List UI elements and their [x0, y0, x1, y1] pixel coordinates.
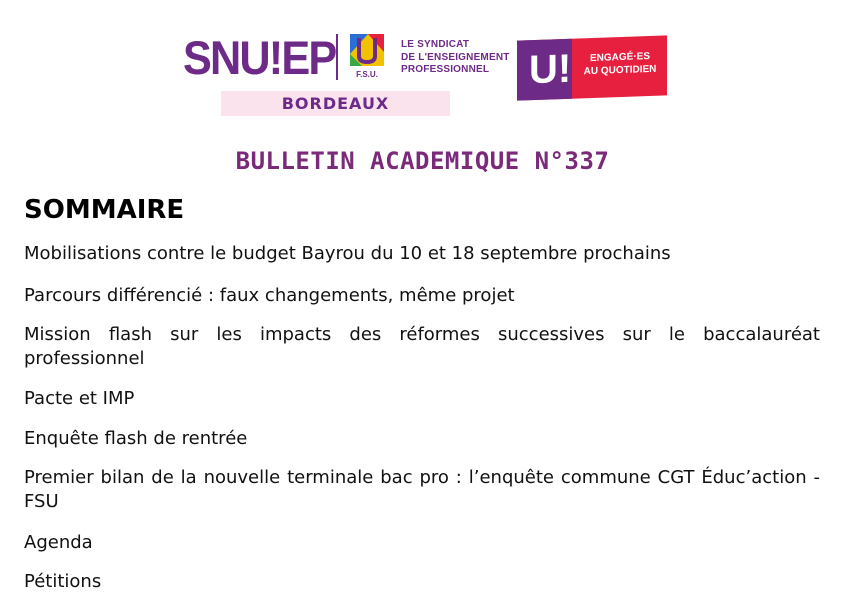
engage-line: ENGAGÉ·ES: [589, 50, 650, 65]
engage-line: AU QUOTIDIEN: [583, 63, 657, 78]
toc-item[interactable]: Pacte et IMP: [24, 388, 135, 409]
fsu-label: F.S.U.: [356, 70, 378, 79]
syndicat-line: PROFESSIONNEL: [401, 64, 490, 75]
snuep-logo: SNU!EP: [183, 31, 336, 84]
toc-item[interactable]: Agenda: [24, 532, 93, 553]
header: [0, 0, 845, 125]
engage-mark: U!: [529, 46, 572, 93]
section-name: BORDEAUX: [281, 94, 390, 113]
toc-item[interactable]: Mobilisations contre le budget Bayrou du 10 et 18 septembre prochains: [24, 243, 671, 264]
toc-item[interactable]: Premier bilan de la nouvelle terminale bac pro : l’enquête commune CGT Éduc’action - FSU: [24, 467, 820, 512]
syndicat-line: DE L'ENSEIGNEMENT: [401, 51, 510, 63]
engage-tagline: [577, 50, 663, 79]
sommaire-heading: SOMMAIRE: [24, 195, 185, 225]
toc-item[interactable]: Mission flash sur les impacts des réformes successives sur le baccalauréat professionnel: [24, 324, 820, 369]
syndicat-tagline: [401, 39, 510, 77]
bulletin-title: BULLETIN ACADEMIQUE N°337: [235, 147, 610, 175]
toc-item[interactable]: Parcours différencié : faux changements, même projet: [24, 285, 515, 306]
syndicat-line: LE SYNDICAT: [401, 39, 470, 50]
engage-logo: [517, 35, 667, 100]
logo-separator: [336, 34, 338, 80]
toc-item[interactable]: Enquête flash de rentrée: [24, 428, 248, 449]
toc-item[interactable]: Pétitions: [24, 571, 102, 592]
fsu-logo-icon: [346, 32, 388, 80]
engage-mark-panel: [517, 39, 572, 101]
